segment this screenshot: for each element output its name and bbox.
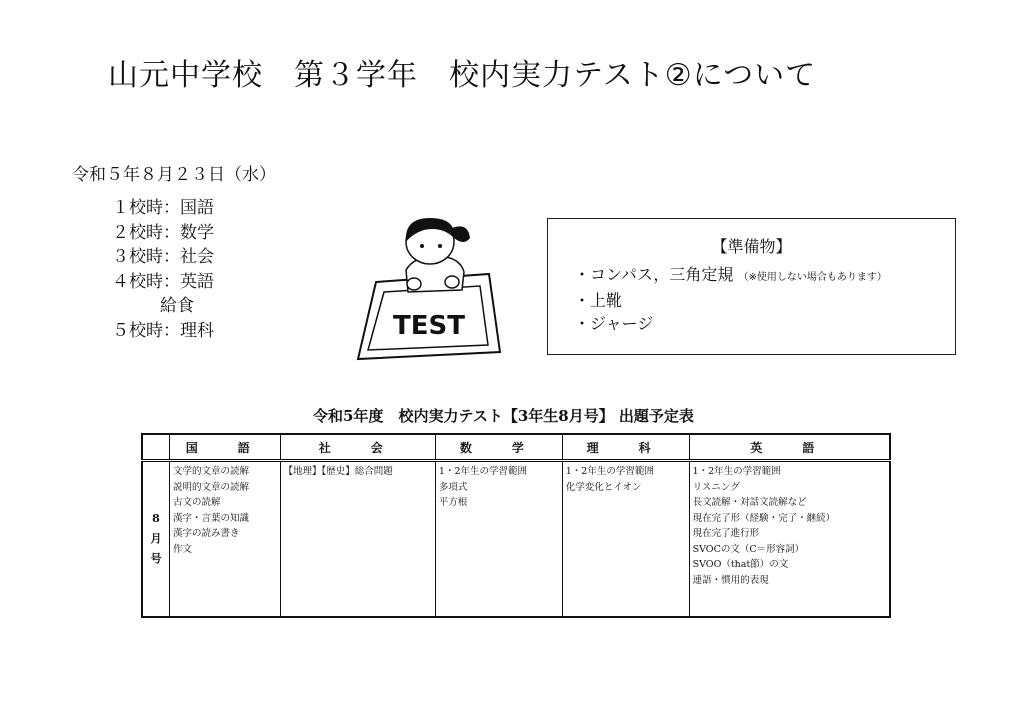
table-header-row [142,434,890,461]
supply-item-text: ・ジャージ [574,314,654,333]
table-title: 令和5年度 校内実力テスト【3年生8月号】 出題予定表 [313,407,694,425]
cell-line: 1・2年生の学習範囲 [438,466,528,477]
right-eye [438,244,442,248]
supplies-box [547,218,956,355]
cell-english [689,461,890,618]
period-1: １校時：国語 [112,198,214,218]
right-hand [445,276,459,288]
header-english: 英 語 [689,434,890,461]
cell-math [435,461,562,618]
header-science: 理 科 [562,434,689,461]
header-japanese: 国 語 [170,434,281,461]
header-corner [142,434,170,461]
cell-line: 現在完了形（経験・完了・継続） [692,512,836,524]
supply-item [548,312,955,335]
cell-line: 連語・慣用的表現 [692,574,769,586]
cell-line: 作文 [173,543,193,555]
table-row [142,461,890,618]
month-label [142,461,170,618]
period-5: ５校時：理科 [112,320,214,341]
cell-line: 多項式 [438,481,468,493]
header-social: 社 会 [280,434,435,461]
header-math: 数 学 [435,434,562,461]
cell-line: リスニング [692,481,740,493]
left-hand [407,278,421,290]
test-label: TEST [393,311,465,341]
left-eye [420,244,424,248]
cell-line: SVOCの文（C＝形容詞） [692,543,805,555]
cell-line: 平方根 [438,497,468,508]
cell-line: 説明的文章の読解 [173,481,250,493]
cell-line: 【地理】【歴史】総合問題 [283,466,393,477]
supplies-heading: 【準備物】 [711,237,792,256]
student-test-illustration [354,212,504,364]
period-2: ２校時：数学 [112,222,214,243]
supply-item-text: ・コンパス，三角定規 [574,265,734,284]
cell-line: 1・2年生の学習範囲 [565,466,654,477]
supply-item [548,263,955,289]
cell-line: 長文読解・対話文読解など [692,497,807,508]
cell-line: 文学的文章の読解 [173,466,250,477]
cell-line: 古文の読解 [173,497,221,508]
cell-social [280,461,435,618]
supply-item [548,289,955,312]
cell-japanese [170,461,281,618]
supply-item-text: ・上靴 [574,291,623,310]
cell-line: 漢字・言葉の知識 [173,512,250,524]
cell-line: 化学変化とイオン [565,481,642,493]
exam-date: 令和５年８月２３日（水） [72,165,276,185]
period-4: ４校時：英語 [112,271,214,292]
period-schedule [112,196,214,343]
cell-line: SVOO（that節）の文 [692,559,789,570]
period-3: ３校時：社会 [112,247,214,267]
cell-line: 1・2年生の学習範囲 [692,466,781,477]
cell-science [562,461,689,618]
lunch: 給食 [160,296,194,316]
exam-scope-table [141,433,891,618]
month-label-text: 8 月 号 [150,512,162,565]
ponytail [452,226,470,242]
page-title: 山元中学校 第３学年 校内実力テスト②について [108,58,817,93]
cell-line: 現在完了進行形 [692,528,760,539]
supply-item-note: （※使用しない場合もあります） [738,272,887,283]
cell-line: 漢字の読み書き [173,528,240,539]
